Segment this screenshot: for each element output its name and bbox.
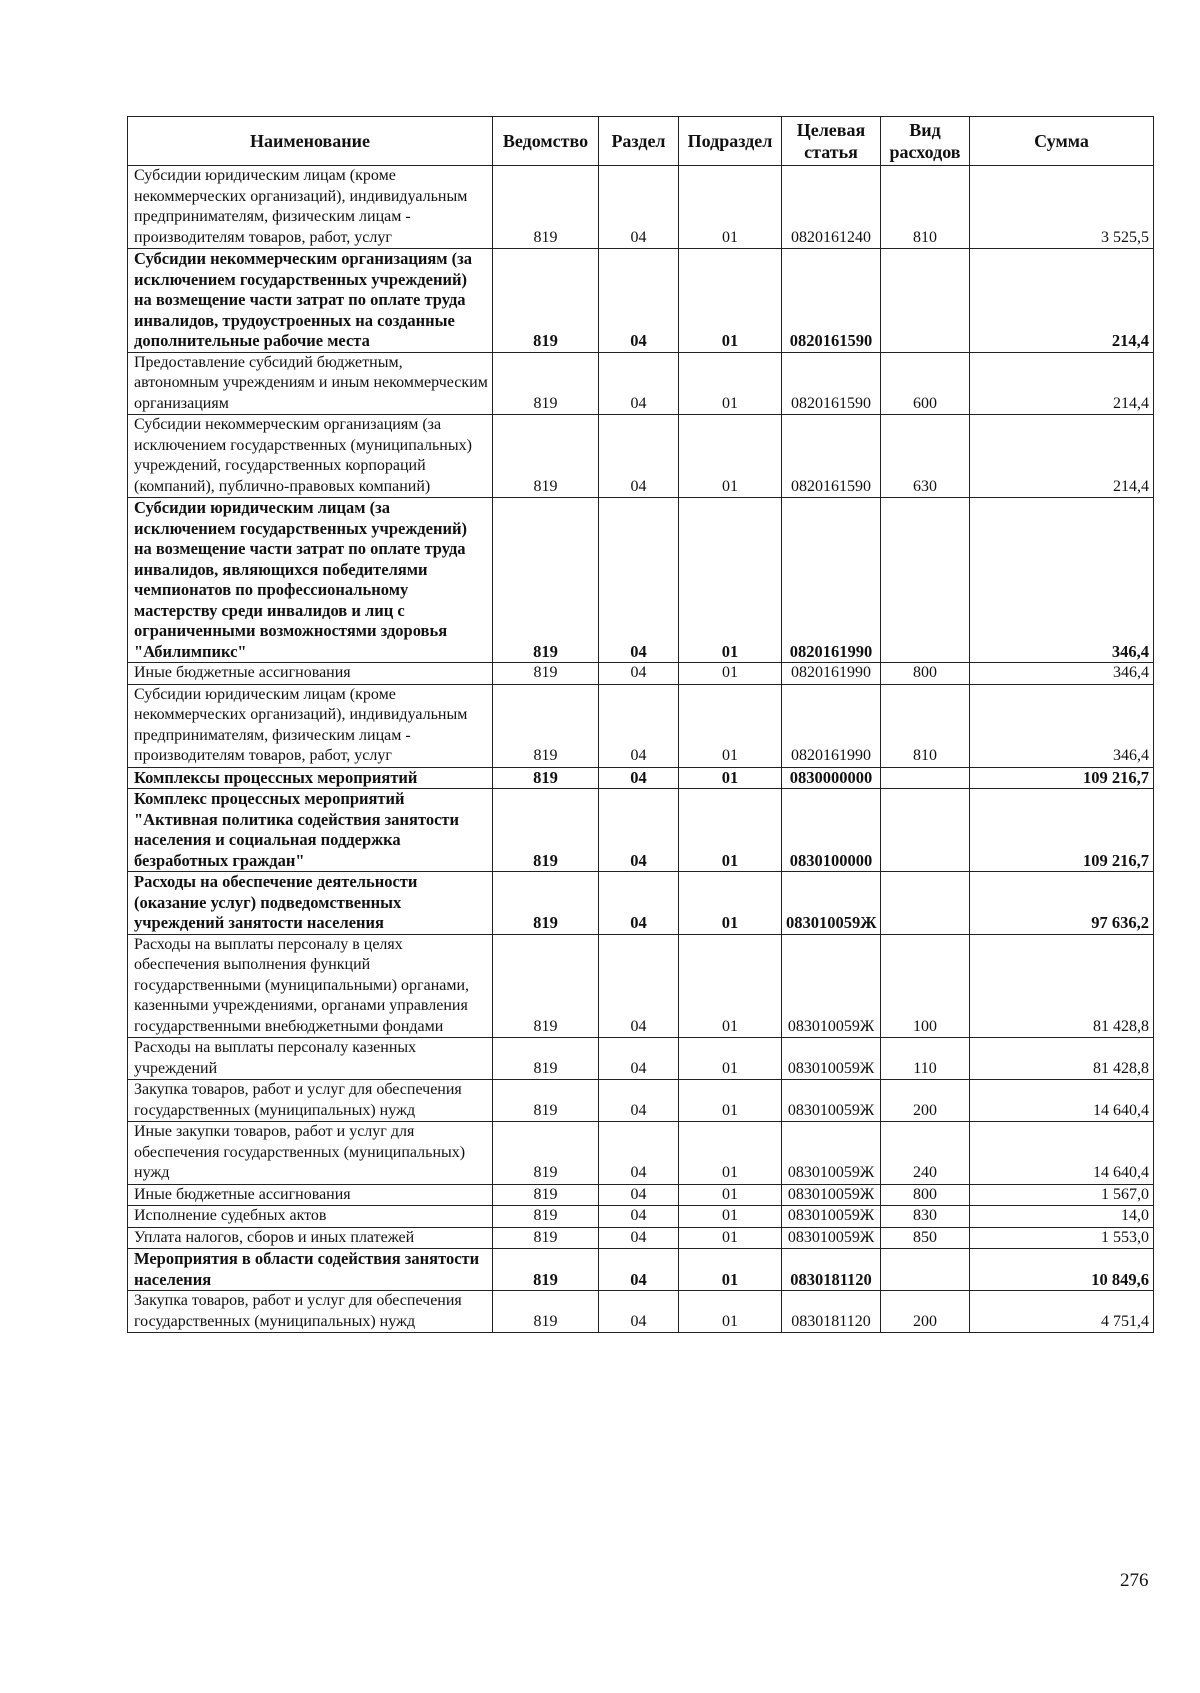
cell-razdel: 04 xyxy=(599,1080,679,1122)
cell-vid-raskhodov: 600 xyxy=(881,352,970,415)
cell-vid-raskhodov: 240 xyxy=(881,1122,970,1185)
cell-podrazdel: 01 xyxy=(679,1038,782,1080)
cell-summa: 214,4 xyxy=(970,415,1154,498)
cell-razdel: 04 xyxy=(599,1038,679,1080)
cell-vedomstvo: 819 xyxy=(493,166,599,249)
page-number: 276 xyxy=(1120,1570,1149,1591)
cell-summa: 3 525,5 xyxy=(970,166,1154,249)
cell-podrazdel: 01 xyxy=(679,352,782,415)
cell-razdel: 04 xyxy=(599,249,679,353)
cell-name: Комплексы процессных мероприятий xyxy=(128,767,493,789)
cell-vedomstvo: 819 xyxy=(493,1038,599,1080)
table-row xyxy=(128,767,1154,789)
cell-name: Расходы на обеспечение деятельности (оказание услуг) подведомственных учреждений занятости населения xyxy=(128,872,493,935)
cell-podrazdel: 01 xyxy=(679,1080,782,1122)
cell-vedomstvo: 819 xyxy=(493,1227,599,1249)
cell-summa: 214,4 xyxy=(970,352,1154,415)
cell-vid-raskhodov: 850 xyxy=(881,1227,970,1249)
cell-celevaya-statya: 0820161240 xyxy=(782,166,881,249)
header-summa: Сумма xyxy=(970,117,1154,166)
cell-summa: 109 216,7 xyxy=(970,789,1154,872)
cell-celevaya-statya: 083010059Ж xyxy=(782,1227,881,1249)
header-celevaya-statya: Целевая статья xyxy=(782,117,881,166)
cell-vedomstvo: 819 xyxy=(493,789,599,872)
cell-razdel: 04 xyxy=(599,1227,679,1249)
cell-celevaya-statya: 0820161990 xyxy=(782,498,881,663)
table-row xyxy=(128,415,1154,498)
cell-celevaya-statya: 083010059Ж xyxy=(782,1080,881,1122)
cell-podrazdel: 01 xyxy=(679,767,782,789)
cell-razdel: 04 xyxy=(599,166,679,249)
cell-razdel: 04 xyxy=(599,1206,679,1228)
cell-summa: 14 640,4 xyxy=(970,1080,1154,1122)
cell-name: Закупка товаров, работ и услуг для обеспечения государственных (муниципальных) нужд xyxy=(128,1080,493,1122)
cell-celevaya-statya: 083010059Ж xyxy=(782,1122,881,1185)
cell-razdel: 04 xyxy=(599,872,679,935)
cell-summa: 346,4 xyxy=(970,498,1154,663)
cell-celevaya-statya: 0820161990 xyxy=(782,663,881,685)
cell-summa: 97 636,2 xyxy=(970,872,1154,935)
cell-celevaya-statya: 083010059Ж xyxy=(782,1038,881,1080)
cell-celevaya-statya: 083010059Ж xyxy=(782,934,881,1038)
cell-podrazdel: 01 xyxy=(679,1122,782,1185)
table-row xyxy=(128,663,1154,685)
cell-podrazdel: 01 xyxy=(679,249,782,353)
cell-vid-raskhodov: 800 xyxy=(881,663,970,685)
cell-summa: 346,4 xyxy=(970,684,1154,767)
cell-celevaya-statya: 083010059Ж xyxy=(782,1206,881,1228)
cell-summa: 1 567,0 xyxy=(970,1184,1154,1206)
cell-celevaya-statya: 0820161590 xyxy=(782,415,881,498)
cell-vid-raskhodov: 100 xyxy=(881,934,970,1038)
cell-name: Субсидии юридическим лицам (кроме некоммерческих организаций), индивидуальным предпринимателям, физическим лицам - производителям товаров, работ, услуг xyxy=(128,166,493,249)
cell-podrazdel: 01 xyxy=(679,872,782,935)
cell-name: Предоставление субсидий бюджетным, автономным учреждениям и иным некоммерческим организациям xyxy=(128,352,493,415)
cell-vid-raskhodov: 110 xyxy=(881,1038,970,1080)
cell-podrazdel: 01 xyxy=(679,663,782,685)
cell-summa: 4 751,4 xyxy=(970,1291,1154,1333)
cell-celevaya-statya: 083010059Ж xyxy=(782,872,881,935)
cell-razdel: 04 xyxy=(599,1291,679,1333)
cell-vid-raskhodov: 810 xyxy=(881,684,970,767)
cell-razdel: 04 xyxy=(599,498,679,663)
header-vid-raskhodov: Вид расходов xyxy=(881,117,970,166)
cell-name: Мероприятия в области содействия занятости населения xyxy=(128,1249,493,1291)
table-row xyxy=(128,1038,1154,1080)
cell-vedomstvo: 819 xyxy=(493,352,599,415)
cell-vedomstvo: 819 xyxy=(493,767,599,789)
header-podrazdel: Подраздел xyxy=(679,117,782,166)
cell-celevaya-statya: 0830181120 xyxy=(782,1249,881,1291)
cell-celevaya-statya: 0820161590 xyxy=(782,352,881,415)
cell-summa: 1 553,0 xyxy=(970,1227,1154,1249)
cell-vid-raskhodov: 810 xyxy=(881,166,970,249)
cell-name: Иные закупки товаров, работ и услуг для обеспечения государственных (муниципальных) нужд xyxy=(128,1122,493,1185)
header-name: Наименование xyxy=(128,117,493,166)
cell-vid-raskhodov xyxy=(881,872,970,935)
cell-vedomstvo: 819 xyxy=(493,1291,599,1333)
cell-vedomstvo: 819 xyxy=(493,249,599,353)
cell-podrazdel: 01 xyxy=(679,498,782,663)
cell-name: Закупка товаров, работ и услуг для обеспечения государственных (муниципальных) нужд xyxy=(128,1291,493,1333)
cell-vid-raskhodov: 630 xyxy=(881,415,970,498)
cell-podrazdel: 01 xyxy=(679,1184,782,1206)
cell-name: Уплата налогов, сборов и иных платежей xyxy=(128,1227,493,1249)
cell-podrazdel: 01 xyxy=(679,789,782,872)
cell-celevaya-statya: 0830000000 xyxy=(782,767,881,789)
budget-table xyxy=(127,116,1154,1333)
cell-vedomstvo: 819 xyxy=(493,1080,599,1122)
cell-vid-raskhodov xyxy=(881,767,970,789)
cell-summa: 109 216,7 xyxy=(970,767,1154,789)
table-row xyxy=(128,1227,1154,1249)
cell-vedomstvo: 819 xyxy=(493,684,599,767)
cell-razdel: 04 xyxy=(599,767,679,789)
cell-razdel: 04 xyxy=(599,684,679,767)
cell-vid-raskhodov xyxy=(881,498,970,663)
cell-vid-raskhodov xyxy=(881,1249,970,1291)
cell-vedomstvo: 819 xyxy=(493,498,599,663)
cell-vedomstvo: 819 xyxy=(493,934,599,1038)
table-header-row xyxy=(128,117,1154,166)
cell-podrazdel: 01 xyxy=(679,934,782,1038)
table-row xyxy=(128,684,1154,767)
cell-name: Расходы на выплаты персоналу казенных учреждений xyxy=(128,1038,493,1080)
cell-vedomstvo: 819 xyxy=(493,1184,599,1206)
cell-vid-raskhodov: 830 xyxy=(881,1206,970,1228)
cell-vid-raskhodov: 200 xyxy=(881,1291,970,1333)
table-row xyxy=(128,789,1154,872)
cell-celevaya-statya: 0820161990 xyxy=(782,684,881,767)
table-row xyxy=(128,872,1154,935)
cell-summa: 10 849,6 xyxy=(970,1249,1154,1291)
cell-vid-raskhodov: 800 xyxy=(881,1184,970,1206)
header-vedomstvo: Ведомство xyxy=(493,117,599,166)
cell-name: Исполнение судебных актов xyxy=(128,1206,493,1228)
cell-summa: 214,4 xyxy=(970,249,1154,353)
table-body xyxy=(128,166,1154,1333)
cell-name: Субсидии юридическим лицам (за исключением государственных учреждений) на возмещение части затрат по оплате труда инвалидов, являющихся победителями чемпионатов по профессиональному мастерству среди инвалидов и лиц с ограниченными возможностями здоровья "Абилимпикс" xyxy=(128,498,493,663)
cell-summa: 346,4 xyxy=(970,663,1154,685)
table-row xyxy=(128,1249,1154,1291)
cell-celevaya-statya: 0830181120 xyxy=(782,1291,881,1333)
cell-vedomstvo: 819 xyxy=(493,1122,599,1185)
cell-name: Иные бюджетные ассигнования xyxy=(128,1184,493,1206)
cell-vid-raskhodov: 200 xyxy=(881,1080,970,1122)
cell-razdel: 04 xyxy=(599,663,679,685)
cell-podrazdel: 01 xyxy=(679,166,782,249)
cell-vedomstvo: 819 xyxy=(493,415,599,498)
cell-celevaya-statya: 083010059Ж xyxy=(782,1184,881,1206)
cell-razdel: 04 xyxy=(599,1184,679,1206)
cell-name: Субсидии юридическим лицам (кроме некоммерческих организаций), индивидуальным предпринимателям, физическим лицам - производителям товаров, работ, услуг xyxy=(128,684,493,767)
cell-razdel: 04 xyxy=(599,789,679,872)
cell-razdel: 04 xyxy=(599,415,679,498)
cell-razdel: 04 xyxy=(599,934,679,1038)
cell-vedomstvo: 819 xyxy=(493,663,599,685)
table-row xyxy=(128,1122,1154,1185)
table-row xyxy=(128,166,1154,249)
cell-summa: 81 428,8 xyxy=(970,934,1154,1038)
cell-podrazdel: 01 xyxy=(679,1291,782,1333)
cell-vedomstvo: 819 xyxy=(493,872,599,935)
cell-podrazdel: 01 xyxy=(679,415,782,498)
cell-podrazdel: 01 xyxy=(679,684,782,767)
cell-name: Расходы на выплаты персоналу в целях обеспечения выполнения функций государственными (муниципальными) органами, казенными учреждениями, органами управления государственными внебюджетными фондами xyxy=(128,934,493,1038)
table-row xyxy=(128,249,1154,353)
table-row xyxy=(128,1080,1154,1122)
cell-vid-raskhodov xyxy=(881,789,970,872)
cell-name: Субсидии некоммерческим организациям (за исключением государственных учреждений) на возмещение части затрат по оплате труда инвалидов, трудоустроенных на созданные дополнительные рабочие места xyxy=(128,249,493,353)
cell-razdel: 04 xyxy=(599,1249,679,1291)
cell-vedomstvo: 819 xyxy=(493,1249,599,1291)
cell-podrazdel: 01 xyxy=(679,1249,782,1291)
cell-celevaya-statya: 0830100000 xyxy=(782,789,881,872)
header-razdel: Раздел xyxy=(599,117,679,166)
cell-name: Субсидии некоммерческим организациям (за исключением государственных (муниципальных) учреждений, государственных корпораций (компаний), публично-правовых компаний) xyxy=(128,415,493,498)
table-row xyxy=(128,352,1154,415)
cell-podrazdel: 01 xyxy=(679,1227,782,1249)
cell-celevaya-statya: 0820161590 xyxy=(782,249,881,353)
table-row xyxy=(128,1206,1154,1228)
cell-name: Иные бюджетные ассигнования xyxy=(128,663,493,685)
table-row xyxy=(128,498,1154,663)
cell-razdel: 04 xyxy=(599,1122,679,1185)
cell-name: Комплекс процессных мероприятий "Активная политика содействия занятости населения и социальная поддержка безработных граждан" xyxy=(128,789,493,872)
cell-podrazdel: 01 xyxy=(679,1206,782,1228)
table-row xyxy=(128,1291,1154,1333)
table-row xyxy=(128,934,1154,1038)
cell-summa: 14 640,4 xyxy=(970,1122,1154,1185)
cell-summa: 14,0 xyxy=(970,1206,1154,1228)
cell-razdel: 04 xyxy=(599,352,679,415)
table-row xyxy=(128,1184,1154,1206)
cell-vid-raskhodov xyxy=(881,249,970,353)
cell-vedomstvo: 819 xyxy=(493,1206,599,1228)
cell-summa: 81 428,8 xyxy=(970,1038,1154,1080)
